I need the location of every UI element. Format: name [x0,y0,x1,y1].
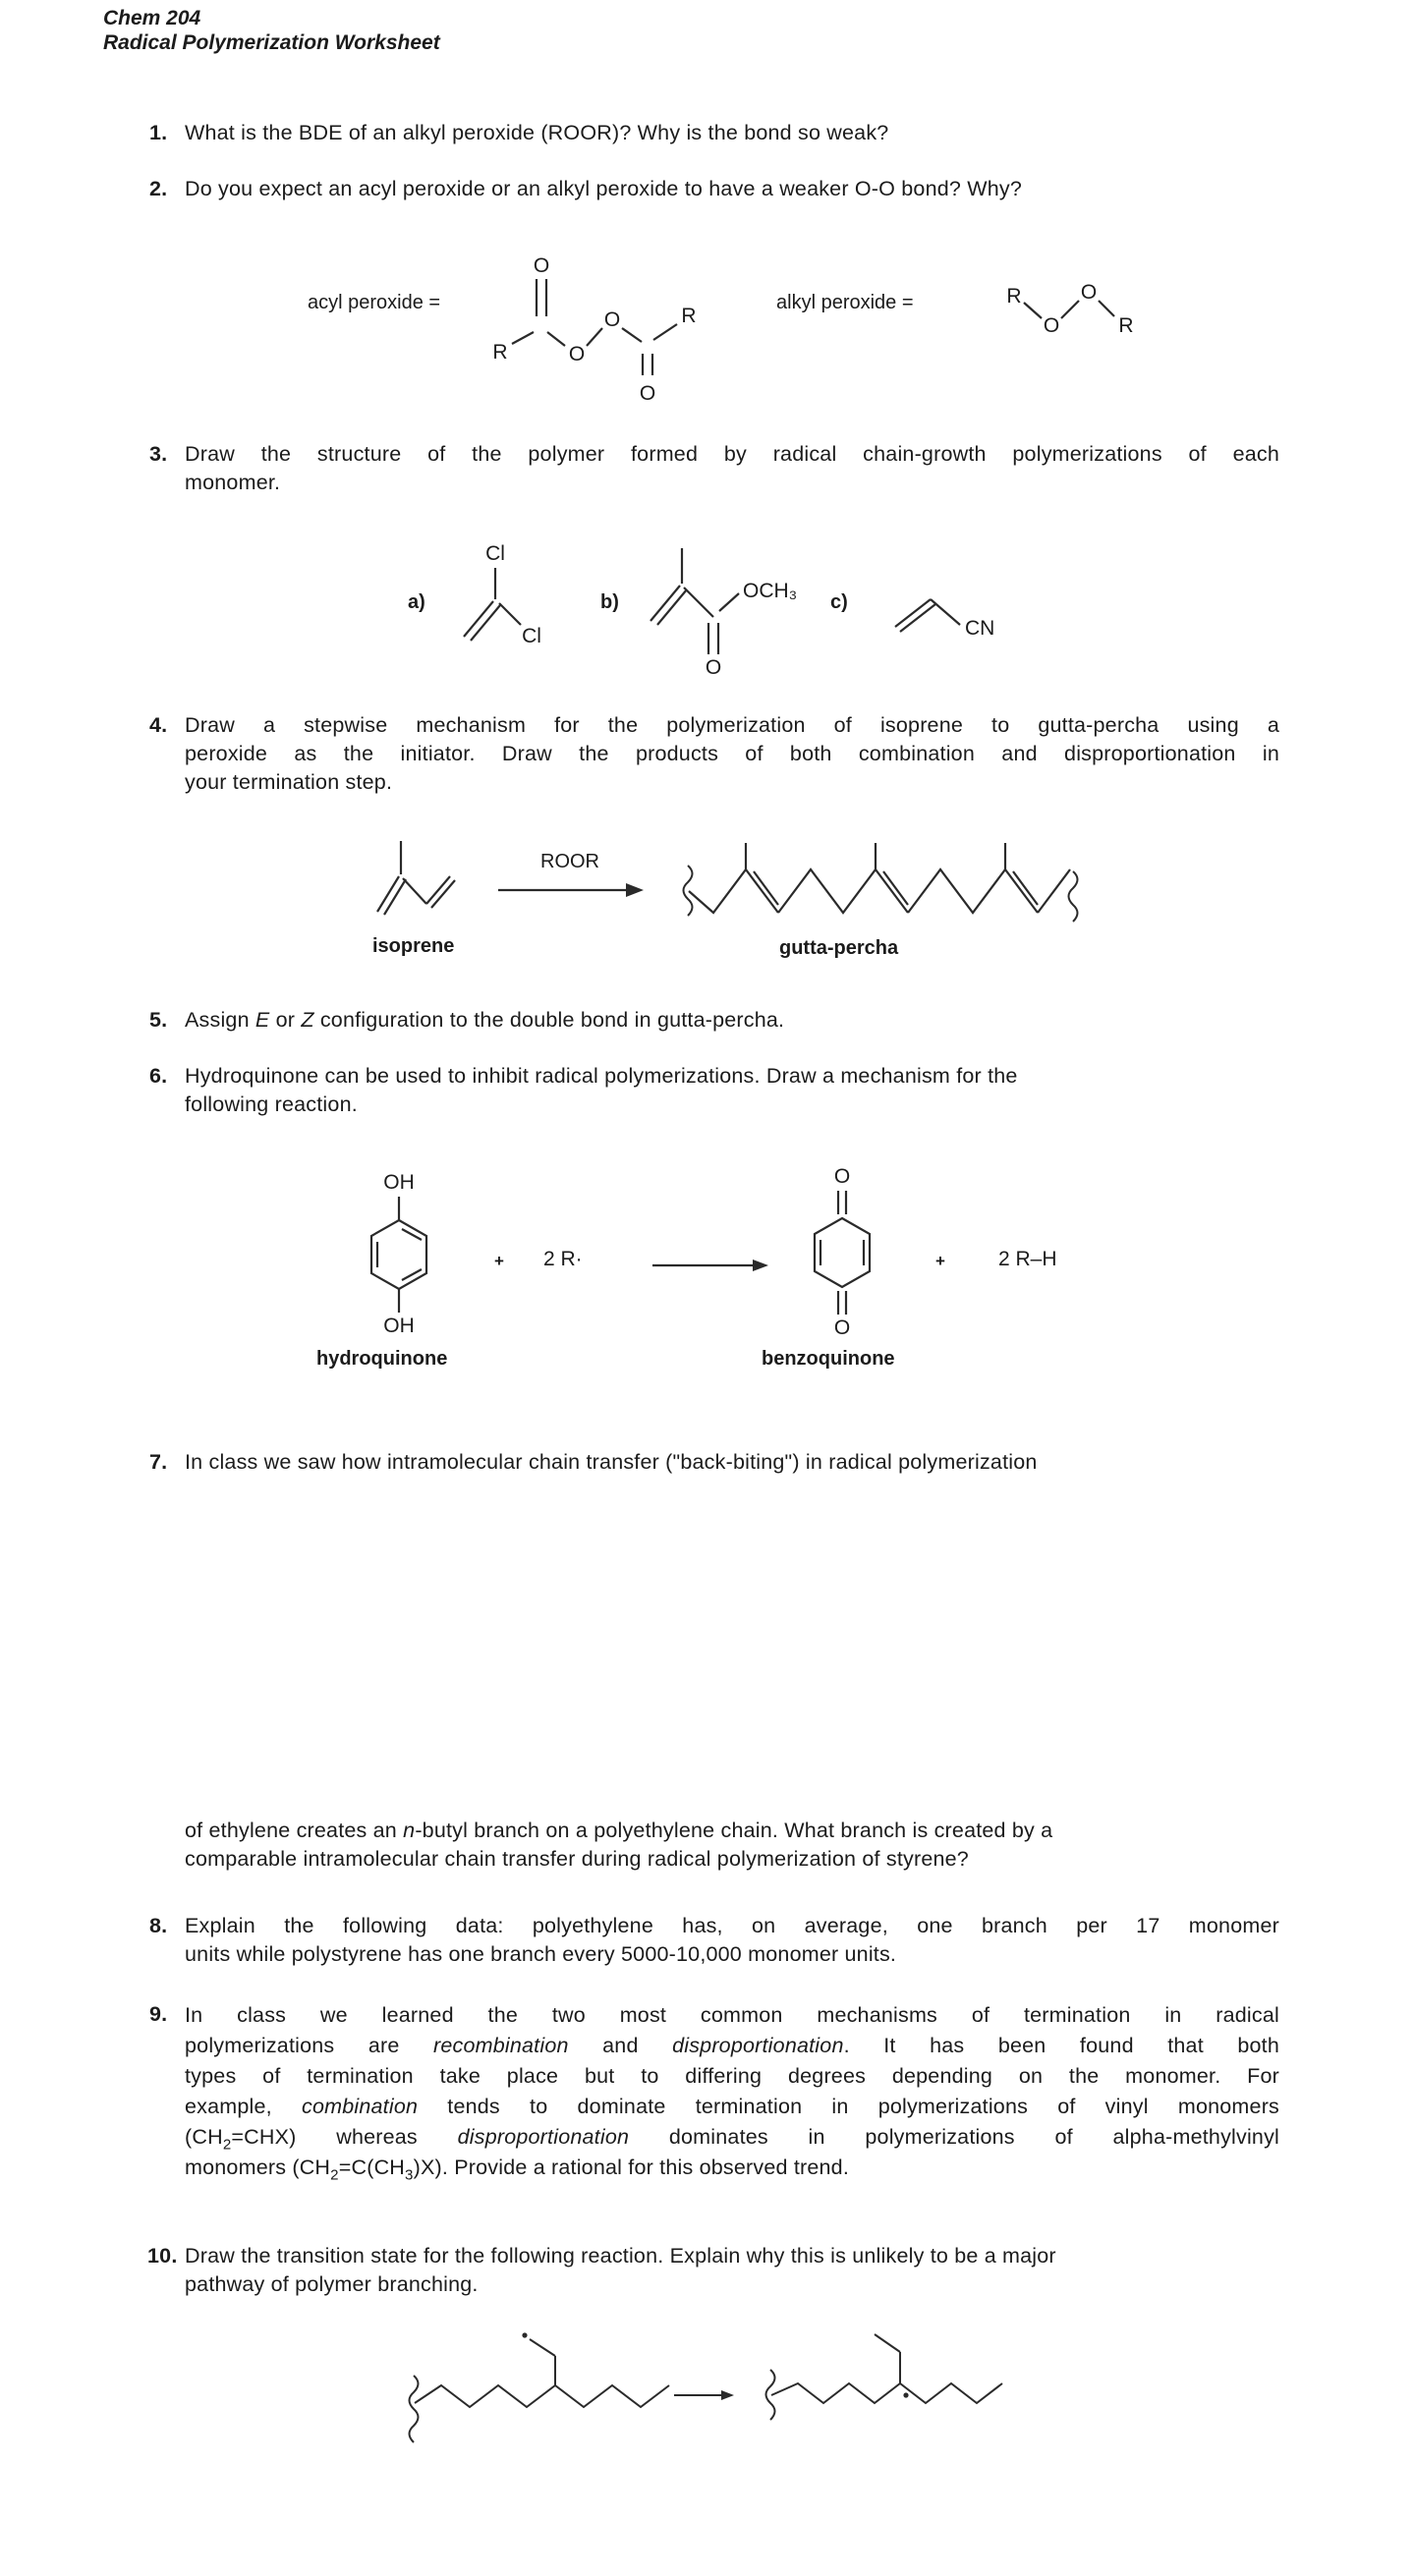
bond [766,2334,1003,2420]
radical-dot [522,2332,527,2337]
question-number: 1. [149,121,168,144]
question-number: 5. [149,1008,168,1032]
question-6 [149,1062,1279,1119]
question-7-continued [185,1817,1279,1874]
question-2 [149,175,1279,203]
monomer-a-label: a) [408,591,425,613]
question-4 [149,711,1279,797]
monomer-c-structure [889,582,1027,643]
question-text: $(CH_2=CHX)$ whereas disproportionation dominates in polymerizations of alpha-methylvinyl [185,2125,1280,2154]
question-8 [149,1912,1279,1969]
bond [684,843,1078,922]
question-text: monomers $(CH_2=C(CH_3)X)$. Provide a rational for this observed trend. [185,2156,849,2184]
atom-label: O [568,343,586,365]
atom-label: CN [965,617,995,640]
atom-label: O [1043,314,1060,337]
atom-label: O [833,1316,851,1339]
question-text: Explain the following data: polyethylene has, on average, one branch per 17 monomer [185,1914,1279,1937]
question-text: polymerizations are recombination and disproportionation. It has been found that both [185,2034,1279,2057]
header [103,6,440,55]
question-number: 3. [149,442,168,466]
question-3 [149,440,1279,497]
bond [815,1191,870,1315]
question-text: Hydroquinone can be used to inhibit radical polymerizations. Draw a mechanism for the [185,1064,1018,1088]
gutta-percha-structure [676,830,1128,940]
atom-label: OCH₃ [743,580,798,602]
question-9 [149,2000,1279,2183]
radical-dot [903,2392,908,2397]
question-number: 4. [149,713,168,737]
alkyl-peroxide-label: alkyl peroxide = [776,292,914,313]
bond [377,841,455,915]
question-number: 7. [149,1450,168,1474]
question-text: following reaction. [185,1092,358,1116]
plus-sign: + [494,1252,504,1270]
question-text: example, combination tends to dominate termination in polymerizations of vinyl monomers [185,2095,1280,2118]
question-text: comparable intramolecular chain transfer during radical polymerization of styrene? [185,1847,969,1871]
monomer-b-label: b) [600,591,619,613]
question-number: 2. [149,177,168,200]
atom-label: R [681,305,697,327]
question-text: What is the BDE of an alkyl peroxide (ROOR)? Why is the bond so weak? [185,121,889,144]
alkyl-peroxide-structure [1002,271,1140,340]
bond [371,1197,426,1313]
product-species: 2 R–H [998,1248,1057,1270]
bond [650,548,739,654]
question-number: 10. [147,2244,178,2268]
reaction-arrow-icon [674,2387,735,2403]
atom-label: O [639,382,656,405]
question-number: 6. [149,1064,168,1088]
worksheet-title: Radical Polymerization Worksheet [103,31,440,54]
bond [410,2339,670,2442]
question-10 [147,2242,1277,2299]
bond [895,599,960,632]
acyl-peroxide-structure [486,244,712,406]
question-number: 9. [149,2002,168,2026]
benzoquinone-label: benzoquinone [762,1348,895,1370]
question-text: monomer. [185,471,281,494]
monomer-b-structure [639,540,806,683]
atom-label: O [1080,281,1098,304]
isoprene-label: isoprene [372,935,455,957]
reagent-label: ROOR [540,851,599,872]
atom-label: R [492,341,508,364]
radical-reagent: 2 R· [543,1248,583,1270]
hydroquinone-label: hydroquinone [316,1348,448,1370]
benzoquinone-structure [793,1167,891,1364]
atom-label: Cl [485,542,505,565]
polymer-radical-structure-left [398,2330,693,2478]
question-text: of ethylene creates an n-butyl branch on a polyethylene chain. What branch is created by a [185,1819,1053,1842]
question-5 [149,1006,1279,1035]
bond [1024,301,1114,318]
question-text: units while polystyrene has one branch every 5000-10,000 monomer units. [185,1942,897,1966]
question-text: Do you expect an acyl peroxide or an alkyl peroxide to have a weaker O-O bond? Why? [185,177,1022,200]
course-title: Chem 204 [103,7,201,29]
atom-label: Cl [522,625,541,647]
atom-label: O [533,254,550,277]
isoprene-structure [371,833,465,936]
atom-label: O [705,656,722,679]
bond [464,568,521,641]
question-text: In class we saw how intramolecular chain transfer ("back-biting") in radical polymerization [185,1450,1038,1474]
question-text: Assign E or Z configuration to the double bond in gutta-percha. [185,1008,785,1032]
monomer-a-structure [440,542,548,655]
atom-label: O [833,1165,851,1188]
question-number: 8. [149,1914,168,1937]
question-text: In class we learned the two most common mechanisms of termination in radical [185,2003,1279,2027]
atom-label: R [1006,285,1022,308]
monomer-c-label: c) [830,591,848,613]
atom-label: OH [383,1171,415,1194]
question-7 [149,1448,1279,1477]
question-text: Draw the structure of the polymer formed by radical chain-growth polymerizations of each [185,442,1279,466]
question-text: your termination step. [185,770,393,794]
question-text: Draw a stepwise mechanism for the polymerization of isoprene to gutta-percha using a [185,713,1279,737]
question-text: Draw the transition state for the following reaction. Explain why this is unlikely to be a major [185,2244,1056,2268]
atom-label: O [603,308,621,331]
question-text: peroxide as the initiator. Draw the products of both combination and disproportionation in [185,742,1279,765]
reaction-arrow-icon [496,879,646,901]
hydroquinone-structure [350,1171,448,1348]
atom-label: OH [383,1315,415,1337]
question-1 [149,119,1279,147]
plus-sign: + [935,1252,945,1270]
question-text: pathway of polymer branching. [185,2272,479,2296]
reaction-arrow-icon [650,1256,770,1275]
question-text: types of termination take place but to differing degrees depending on the monomer. For [185,2064,1279,2088]
atom-label: R [1118,314,1134,337]
acyl-peroxide-label: acyl peroxide = [308,292,441,313]
gutta-percha-label: gutta-percha [779,937,899,959]
bond [512,279,677,375]
polymer-radical-structure-right [755,2321,1040,2468]
